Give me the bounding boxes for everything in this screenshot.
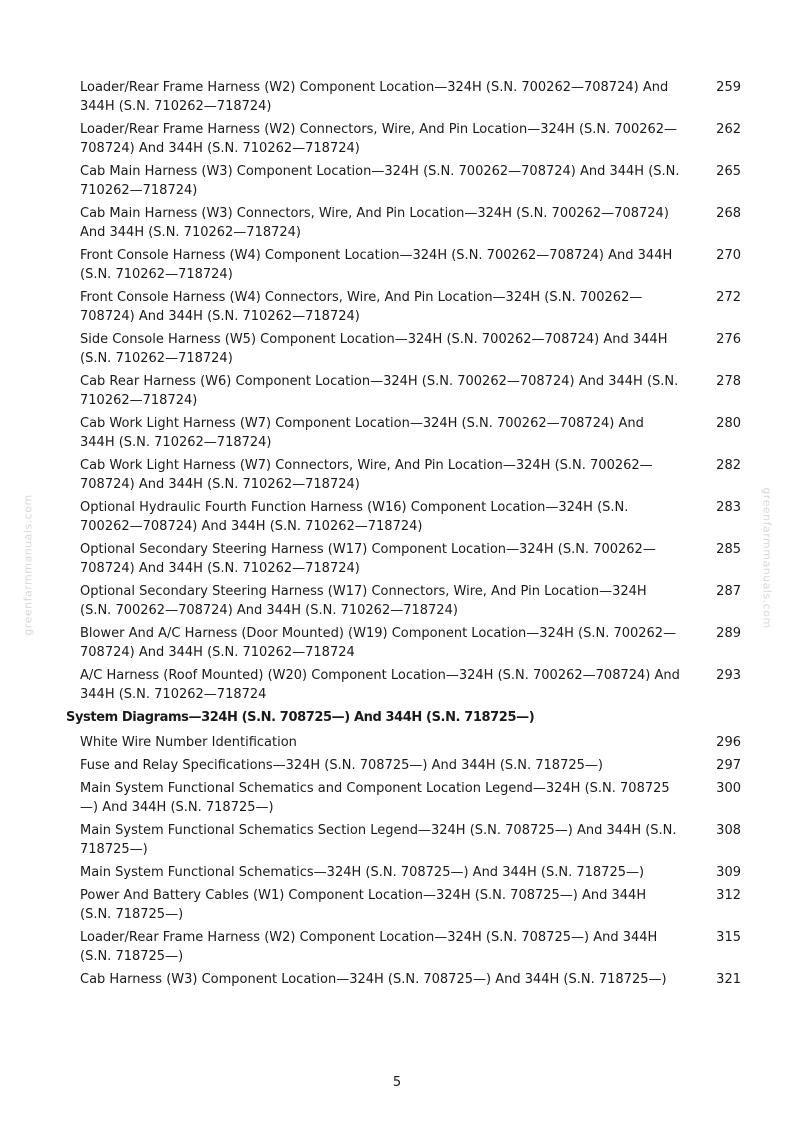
toc-entry-title[interactable]: Loader/Rear Frame Harness (W2) Connectors, Wire, And Pin Location—324H (S.N. 700262—708724) And 344H (S.N. 710262—718724): [80, 122, 678, 156]
toc-entry-page[interactable]: 262: [716, 122, 741, 137]
toc-entry-page[interactable]: 272: [716, 290, 741, 305]
page-number: 5: [392, 1075, 402, 1090]
toc-entry-title[interactable]: Optional Secondary Steering Harness (W17) Component Location—324H (S.N. 700262—708724) And 344H (S.N. 710262—718724): [80, 542, 656, 576]
watermark-left: greenfarmmanuals.com: [21, 494, 35, 636]
toc-entry-page[interactable]: 282: [716, 458, 741, 473]
toc-entry-title[interactable]: Loader/Rear Frame Harness (W2) Component Location—324H (S.N. 708725—) And 344H (S.N. 718725—): [80, 930, 658, 964]
toc-entry-page[interactable]: 289: [716, 626, 741, 641]
toc-entry-title[interactable]: A/C Harness (Roof Mounted) (W20) Component Location—324H (S.N. 700262—708724) And 344H (S.N. 710262—718724: [80, 668, 680, 702]
toc-entry[interactable]: [0, 204, 794, 242]
toc-entry-page[interactable]: 315: [716, 930, 741, 945]
toc-entry-page[interactable]: 285: [716, 542, 741, 557]
toc-entry[interactable]: [0, 582, 794, 620]
toc-entry-page[interactable]: 276: [716, 332, 741, 347]
toc-entry-page[interactable]: 280: [716, 416, 741, 431]
toc-entry[interactable]: [0, 624, 794, 662]
toc-entry-page[interactable]: 278: [716, 374, 741, 389]
toc-entry-title[interactable]: Loader/Rear Frame Harness (W2) Component Location—324H (S.N. 700262—708724) And 344H (S.N. 710262—718724): [80, 80, 669, 114]
toc-entry-title[interactable]: Cab Harness (W3) Component Location—324H (S.N. 708725—) And 344H (S.N. 718725—): [80, 972, 667, 987]
toc-entry-page[interactable]: 259: [716, 80, 741, 95]
toc-group-system-diagrams: [0, 733, 794, 989]
toc-entry[interactable]: [0, 162, 794, 200]
toc-entry[interactable]: [0, 414, 794, 452]
toc-entry-page[interactable]: 309: [716, 865, 741, 880]
toc-entry[interactable]: [0, 779, 794, 817]
toc-entry[interactable]: [0, 821, 794, 859]
toc-entry-page[interactable]: 265: [716, 164, 741, 179]
toc-entry-title[interactable]: Side Console Harness (W5) Component Location—324H (S.N. 700262—708724) And 344H (S.N. 710262—718724): [80, 332, 668, 366]
toc-entry-title[interactable]: Optional Hydraulic Fourth Function Harness (W16) Component Location—324H (S.N. 700262—708724) And 344H (S.N. 710262—718724): [80, 500, 629, 534]
toc-entry-title[interactable]: Power And Battery Cables (W1) Component Location—324H (S.N. 708725—) And 344H (S.N. 718725—): [80, 888, 647, 922]
toc-entry[interactable]: [0, 246, 794, 284]
toc-entry-title[interactable]: Front Console Harness (W4) Connectors, Wire, And Pin Location—324H (S.N. 700262—708724) And 344H (S.N. 710262—718724): [80, 290, 643, 324]
toc-entry-page[interactable]: 300: [716, 781, 741, 796]
toc-entry-title[interactable]: Main System Functional Schematics Section Legend—324H (S.N. 708725—) And 344H (S.N. 718725—): [80, 823, 677, 857]
watermark-right: greenfarmmanuals.com: [760, 487, 774, 629]
toc-entry[interactable]: [0, 756, 794, 775]
toc-entry-title[interactable]: White Wire Number Identification: [80, 735, 297, 750]
toc-entry-page[interactable]: 293: [716, 668, 741, 683]
toc-entry-title[interactable]: Fuse and Relay Specifications—324H (S.N. 708725—) And 344H (S.N. 718725—): [80, 758, 603, 773]
table-of-contents: [0, 78, 794, 993]
toc-entry-page[interactable]: 270: [716, 248, 741, 263]
toc-entry[interactable]: [0, 330, 794, 368]
toc-entry-page[interactable]: 321: [716, 972, 741, 987]
toc-entry[interactable]: [0, 928, 794, 966]
toc-entry[interactable]: [0, 288, 794, 326]
toc-entry-page[interactable]: 287: [716, 584, 741, 599]
toc-entry[interactable]: [0, 863, 794, 882]
toc-section-heading[interactable]: System Diagrams—324H (S.N. 708725—) And 344H (S.N. 718725—): [66, 710, 535, 725]
toc-entry-page[interactable]: 296: [716, 735, 741, 750]
toc-entry-title[interactable]: Optional Secondary Steering Harness (W17) Connectors, Wire, And Pin Location—324H (S.N. 700262—708724) And 344H (S.N. 710262—718724): [80, 584, 647, 618]
toc-entry-title[interactable]: Front Console Harness (W4) Component Location—324H (S.N. 700262—708724) And 344H (S.N. 710262—718724): [80, 248, 673, 282]
toc-entry[interactable]: [0, 456, 794, 494]
toc-entry-page[interactable]: 297: [716, 758, 741, 773]
toc-entry-title[interactable]: Main System Functional Schematics—324H (S.N. 708725—) And 344H (S.N. 718725—): [80, 865, 645, 880]
toc-entry-page[interactable]: 308: [716, 823, 741, 838]
toc-entry[interactable]: [0, 372, 794, 410]
toc-entry[interactable]: [0, 970, 794, 989]
toc-entry[interactable]: [0, 78, 794, 116]
toc-entry-title[interactable]: Blower And A/C Harness (Door Mounted) (W19) Component Location—324H (S.N. 700262—708724) And 344H (S.N. 710262—718724: [80, 626, 677, 660]
toc-entry-title[interactable]: Cab Rear Harness (W6) Component Location—324H (S.N. 700262—708724) And 344H (S.N. 710262—718724): [80, 374, 679, 408]
toc-entry-title[interactable]: Main System Functional Schematics and Component Location Legend—324H (S.N. 708725—) And 344H (S.N. 718725—): [80, 781, 670, 815]
toc-entry-title[interactable]: Cab Main Harness (W3) Connectors, Wire, And Pin Location—324H (S.N. 700262—708724) And 344H (S.N. 710262—718724): [80, 206, 669, 240]
toc-group-harness-legacy: [0, 78, 794, 704]
toc-entry[interactable]: [0, 120, 794, 158]
toc-entry-page[interactable]: 312: [716, 888, 741, 903]
toc-entry[interactable]: [0, 498, 794, 536]
toc-entry[interactable]: [0, 886, 794, 924]
toc-entry-page[interactable]: 268: [716, 206, 741, 221]
toc-entry-title[interactable]: Cab Work Light Harness (W7) Connectors, Wire, And Pin Location—324H (S.N. 700262—708724) And 344H (S.N. 710262—718724): [80, 458, 653, 492]
toc-entry[interactable]: [0, 540, 794, 578]
toc-entry[interactable]: [0, 666, 794, 704]
toc-entry-title[interactable]: Cab Main Harness (W3) Component Location—324H (S.N. 700262—708724) And 344H (S.N. 710262—718724): [80, 164, 680, 198]
toc-entry[interactable]: [0, 733, 794, 752]
toc-entry-page[interactable]: 283: [716, 500, 741, 515]
toc-entry-title[interactable]: Cab Work Light Harness (W7) Component Location—324H (S.N. 700262—708724) And 344H (S.N. 710262—718724): [80, 416, 644, 450]
